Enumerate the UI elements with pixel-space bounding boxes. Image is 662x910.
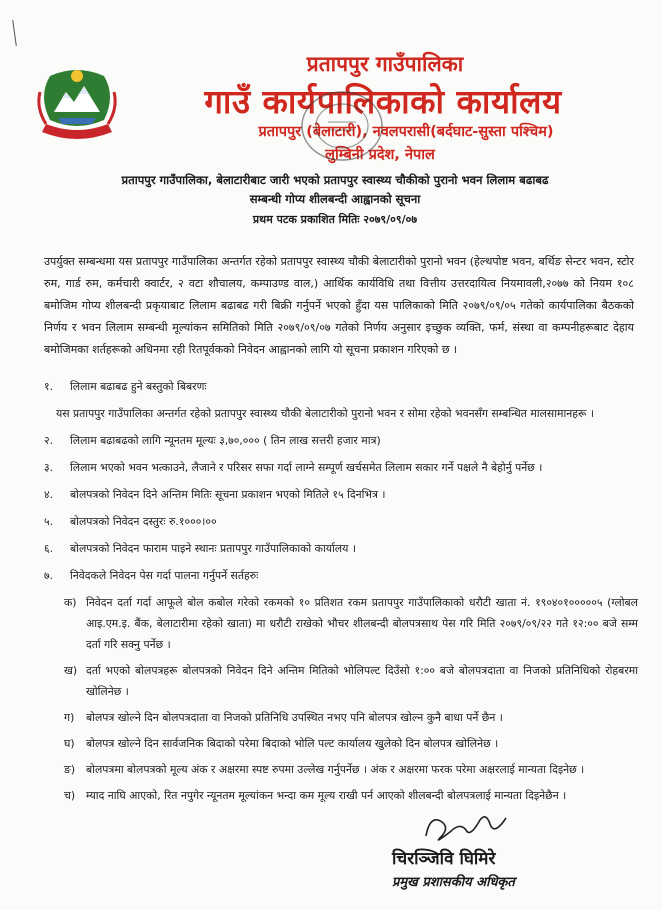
first-publication-date: प्रथम पटक प्रकाशित मितिः २०७९/०९/०७	[252, 213, 418, 226]
item-number: ३.	[44, 461, 54, 474]
office-stamp-icon	[296, 86, 388, 166]
sub-item-letter: क)	[64, 596, 77, 609]
sub-item-text: म्याद नाघि आएको, रित नपुगेर न्यूनतम मूल्यांकन भन्दा कम मूल्य राखी पर्न आएको शीलबन्दी बोलपत्रलाई मान्यता दिइनेछैन ।	[86, 789, 567, 802]
handwritten-signature-icon	[420, 808, 510, 848]
sub-item	[64, 785, 638, 806]
item-text: लिलाम बढाबढको लागि न्यूनतम मूल्यः ३,७०,००० ( तिन लाख सत्तरी हजार मात्र)	[70, 434, 381, 447]
item-number: ६.	[44, 542, 54, 555]
item-text: बोलपत्रको निवेदन दस्तुरः रु.१०००।००	[70, 515, 217, 528]
item-number: २.	[44, 434, 54, 447]
sub-item	[64, 707, 638, 728]
sub-item-text: बोलपत्रमा बोलपत्रको मूल्य अंक र अक्षरमा स्पष्ट रुपमा उल्लेख गर्नुपर्नेछ । अंक र अक्षरमा फरक परेमा अक्षरलाई मान्यता दिइनेछ ।	[86, 763, 585, 776]
list-item	[44, 376, 638, 397]
item-number: ७.	[44, 569, 54, 582]
signatory-title: प्रमुख प्रशासकीय अधिकृत	[392, 875, 515, 890]
sub-item-text: निवेदन दर्ता गर्दा आफूले बोल कबोल गरेको रकमको १० प्रतिशत रकम प्रतापपुर गाउँपालिकाको धरौटी खाता नं. १९०४०१०००००५ (ग्लोबल आइ.एम.इ. बैंक, बेलाटारीमा रहेको खाता) मा धरौटी राखेको भौचर शीलबन्दी बोलपत्रसाथ पेस गरि मिति २०७९/०९/२२ गते १२:०० बजे सम्म दर्ता गरि सक्नु पर्नेछ ।	[86, 596, 638, 651]
submission-conditions	[64, 592, 638, 806]
notice-title-line1: प्रतापपुर गाउँपालिका, बेलाटारीबाट जारी भएको प्रतापपुर स्वास्थ्य चौकीको पुरानो भवन लिलाम बढाबढ	[121, 173, 549, 187]
notice-title-line2: सम्बन्धी गोप्य शीलबन्दी आह्वानको सूचना	[249, 192, 421, 206]
letterhead-province: लुम्बिनी प्रदेश, नेपाल	[325, 147, 435, 163]
sub-item-letter: घ)	[64, 737, 75, 750]
list-item	[44, 565, 638, 586]
list-item	[44, 457, 638, 478]
item-number: ५.	[44, 515, 54, 528]
sub-item-letter: ङ)	[64, 763, 76, 776]
notice-intro-paragraph: उपर्युक्त सम्बन्धमा यस प्रतापपुर गाउँपालिका अन्तर्गत रहेको प्रतापपुर स्वास्थ्य चौकी बेलाटारीको पुरानो भवन (हेल्थपोष्ट भवन, बर्थिङ सेन्टर भवन, स्टोर रुम, गार्ड रुम, कर्मचारी क्वार्टर, २ वटा शौचालय, कम्पाउण्ड वाल,) आर्थिक कार्यविधि तथा वित्तीय उत्तरदायित्व नियमावली,२०७७ को नियम १०८ बमोजिम गोप्य शीलबन्दी प्रकृयाबाट लिलाम बढाबढ गरी बिक्री गर्नुपर्ने भएको हुँदा यस पालिकाको मिति २०७९/०९/०५ गतेको कार्यपालिका बैठकको निर्णय र भवन लिलाम सम्बन्धी मूल्यांकन समितिको मिति २०७९/०९/०७ गतेको निर्णय अनुसार इच्छुक व्यक्ति, फर्म, संस्था वा कम्पनीहरूबाट देहाय बमोजिमका शर्तहरूको अधिनमा रही रितपूर्वकको निवेदन आह्वानको लागि यो सूचना प्रकाशन गरिएको छ ।	[44, 255, 634, 356]
letterhead-municipality-name: प्रतापपुर गाउँपालिका	[306, 52, 464, 76]
conditions-list	[44, 376, 638, 811]
item-detail: यस प्रतापपुर गाउँपालिका अन्तर्गत रहेको प्रतापपुर स्वास्थ्य चौकी बेलाटारीको पुरानो भवन र सोमा रहेको भवनसँग सम्बन्धित मालसामानहरू ।	[56, 407, 594, 420]
list-item	[44, 538, 638, 559]
sub-item	[64, 759, 638, 780]
item-text: निवेदकले निवेदन पेस गर्दा पालना गर्नुपर्ने सर्तहरुः	[70, 569, 259, 582]
scan-edge-mark	[12, 20, 17, 46]
letterhead-address: प्रतापपुर (बेलाटारी), नवलपरासी(बर्दघाट-सुस्ता पश्चिम)	[258, 124, 554, 140]
nepal-emblem-icon	[32, 62, 122, 146]
sub-item-letter: च)	[64, 789, 76, 802]
sub-item-letter: ग)	[64, 711, 75, 724]
list-item	[44, 430, 638, 451]
sub-item-text: बोलपत्र खोल्ने दिन सार्वजनिक बिदाको परेमा बिदाको भोलि पल्ट कार्यालय खुलेको दिन बोलपत्र खोलिनेछ ।	[86, 737, 499, 750]
item-text: लिलाम बढाबढ हुने बस्तुको बिबरणः	[70, 380, 207, 393]
sub-item-text: दर्ता भएको बोलपत्रहरू बोलपत्रको निवेदन दिने अन्तिम मितिको भोलिपल्ट दिउँसो १:०० बजे बोलपत्रदाता वा निजको प्रतिनिधिको रोहबरमा खोलिनेछ ।	[86, 664, 638, 698]
sub-item	[64, 660, 638, 702]
letterhead-office-name: गाउँ कार्यपालिकाको कार्यालय	[204, 82, 562, 121]
sub-item-letter: ख)	[64, 664, 78, 677]
list-item	[44, 484, 638, 505]
sub-item	[64, 733, 638, 754]
item-text: लिलाम भएको भवन भत्काउने, लैजाने र परिसर सफा गर्दा लाग्ने सम्पूर्ण खर्चसमेत लिलाम सकार गर्ने पक्षले नै बेहोर्नु पर्नेछ ।	[70, 461, 543, 474]
item-number: ४.	[44, 488, 54, 501]
item-text: बोलपत्रको निवेदन फाराम पाइने स्थानः प्रतापपुर गाउँपालिकाको कार्यालय ।	[70, 542, 356, 555]
item-text: बोलपत्रको निवेदन दिने अन्तिम मितिः सूचना प्रकाशन भएको मितिले १५ दिनभित्र ।	[70, 488, 386, 501]
signatory-name: चिरञ्जिवि घिमिरे	[392, 849, 496, 869]
sub-item-text: बोलपत्र खोल्ने दिन बोलपत्रदाता वा निजको प्रतिनिधि उपस्थित नभए पनि बोलपत्र खोल्न कुनै बाधा पर्ने छैन ।	[86, 711, 503, 724]
list-item	[44, 511, 638, 532]
sub-item	[64, 592, 638, 655]
item-number: १.	[44, 380, 54, 393]
